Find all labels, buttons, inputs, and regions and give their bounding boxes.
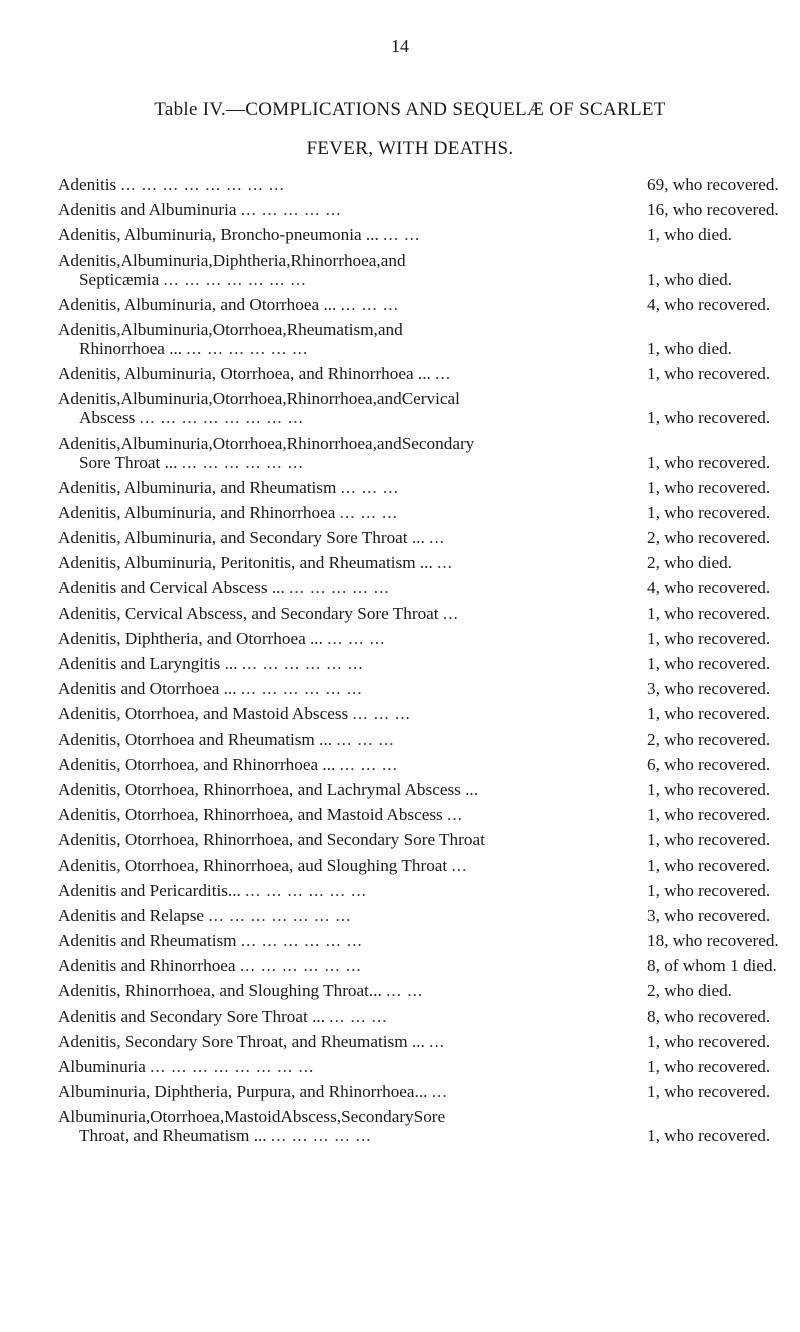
table-row	[58, 1057, 778, 1076]
table-row	[58, 1007, 778, 1026]
dot-leader: ... ... ... ... ... ...	[245, 880, 367, 900]
table-row	[58, 478, 778, 497]
row-outcome: 1, who recovered.	[647, 408, 771, 428]
row-label-line	[58, 654, 641, 673]
row-outcome: 1, who recovered.	[647, 628, 771, 648]
table-row	[58, 434, 778, 472]
dot-leader: ... ... ... ... ... ...	[239, 956, 362, 976]
row-label-text: Adenitis, Albuminuria, and Otorrhoea ...	[58, 294, 337, 314]
row-outcome: 1, who recovered.	[647, 1126, 771, 1146]
row-label-line	[58, 553, 641, 572]
row-label-line	[58, 805, 641, 824]
dot-leader: ... ... ...	[339, 754, 398, 774]
row-label-text: Adenitis, Otorrhoea, Rhinorrhoea, and Mastoid Abscess	[58, 805, 443, 825]
row-label-line	[58, 704, 641, 723]
row-label-text: Adenitis, Secondary Sore Throat, and Rheumatism ...	[58, 1031, 425, 1051]
row-label-text: Adenitis, Rhinorrhoea, and Sloughing Throat...	[58, 981, 382, 1001]
row-outcome: 1, who recovered.	[647, 477, 771, 497]
row-label-line	[58, 780, 641, 799]
page-number: 14	[391, 36, 409, 56]
row-label-line	[58, 931, 641, 950]
title-line-1: Table IV.—COMPLICATIONS AND SEQUELÆ OF SCARLET	[154, 99, 666, 120]
row-label	[58, 654, 641, 673]
row-label-text: Adenitis, Otorrhoea and Rheumatism ...	[58, 729, 332, 749]
row-label-continuation	[58, 339, 641, 358]
dot-leader: ... ... ...	[327, 628, 386, 648]
row-label-line	[58, 175, 641, 194]
row-label-line	[58, 578, 641, 597]
table-row	[58, 679, 778, 698]
dot-leader: ... ... ... ... ... ...	[186, 338, 309, 358]
dot-leader: ... ... ...	[340, 477, 399, 497]
table-row	[58, 906, 778, 925]
row-label	[58, 553, 641, 572]
dot-leader: ... ...	[386, 981, 424, 1001]
row-label-text: Adenitis, Diphtheria, and Otorrhoea ...	[58, 628, 323, 648]
row-label-line	[58, 200, 641, 219]
row-label	[58, 629, 641, 648]
row-label-line	[58, 730, 641, 749]
row-label	[58, 704, 641, 723]
row-label-line	[58, 906, 641, 925]
table-row	[58, 1082, 778, 1101]
row-label-text: Throat, and Rheumatism ...	[79, 1126, 267, 1146]
row-label-text: Adenitis, Albuminuria, and Rheumatism	[58, 477, 337, 497]
row-label-line	[58, 528, 641, 547]
row-label	[58, 434, 641, 472]
table-row	[58, 730, 778, 749]
row-label-text: Adenitis and Laryngitis ...	[58, 654, 238, 673]
row-label	[58, 730, 641, 749]
row-outcome: 2, who died.	[647, 981, 732, 1001]
row-label-line	[58, 856, 641, 875]
table-row	[58, 320, 778, 358]
table-title	[60, 90, 760, 168]
table-row	[58, 175, 778, 194]
dot-leader: ... ... ...	[352, 704, 411, 724]
dot-leader: ...	[442, 603, 459, 623]
table-row	[58, 295, 778, 314]
row-outcome: 2, who recovered.	[647, 528, 771, 548]
row-label-line	[58, 755, 641, 774]
dot-leader: ...	[437, 553, 453, 573]
dot-leader: ... ... ... ... ... ... ...	[163, 269, 307, 289]
row-label	[58, 881, 641, 900]
row-label	[58, 503, 641, 522]
row-label-line	[58, 604, 641, 623]
row-label-line	[58, 981, 641, 1000]
row-outcome: 1, who died.	[647, 269, 732, 289]
row-label	[58, 578, 641, 597]
row-outcome: 1, who died.	[647, 338, 732, 358]
row-outcome: 1, who recovered.	[647, 1031, 771, 1051]
row-label-text: Adenitis and Albuminuria	[58, 200, 237, 220]
row-outcome: 1, who recovered.	[647, 704, 771, 724]
dot-leader: ... ... ... ... ... ... ... ...	[150, 1057, 315, 1076]
row-label-line	[58, 225, 641, 244]
row-label-line	[58, 956, 641, 975]
row-label-text: Adenitis, Cervical Abscess, and Secondary Sore Throat	[58, 603, 439, 623]
row-label-text: Adenitis, Albuminuria, Peritonitis, and Rheumatism ...	[58, 553, 433, 573]
row-label-text: Adenitis and Rhinorrhoea	[58, 956, 236, 976]
row-outcome: 4, who recovered.	[647, 294, 771, 314]
row-label-text: Adenitis, Otorrhoea, and Rhinorrhoea ...	[58, 754, 336, 774]
row-label	[58, 830, 641, 849]
row-label	[58, 780, 641, 799]
row-label	[58, 364, 641, 383]
row-label-text: Adenitis, Otorrhoea, Rhinorrhoea, aud Sloughing Throat	[58, 855, 448, 875]
dot-leader: ...	[429, 1031, 445, 1051]
row-label	[58, 805, 641, 824]
row-label-continuation	[58, 453, 641, 472]
dot-leader: ... ... ... ... ... ... ...	[208, 905, 352, 925]
dot-leader: ... ... ... ... ... ...	[240, 679, 363, 699]
row-label	[58, 931, 641, 950]
row-outcome: 8, who recovered.	[647, 1006, 771, 1026]
row-label	[58, 478, 641, 497]
row-label-text: Adenitis, Albuminuria, Broncho-pneumonia ...	[58, 225, 379, 245]
table-row	[58, 200, 778, 219]
table-row	[58, 881, 778, 900]
table-row	[58, 830, 778, 849]
row-label-text: Albuminuria, Diphtheria, Purpura, and Rhinorrhoea...	[58, 1082, 428, 1102]
row-outcome: 18, who recovered.	[647, 931, 779, 951]
row-outcome: 2, who died.	[647, 553, 732, 573]
row-outcome: 3, who recovered.	[647, 905, 771, 925]
table-row	[58, 780, 778, 799]
table-row	[58, 755, 778, 774]
table-row	[58, 629, 778, 648]
row-label-continuation	[58, 1126, 641, 1145]
row-label	[58, 1007, 641, 1026]
row-outcome: 16, who recovered.	[647, 200, 779, 220]
table-row	[58, 956, 778, 975]
row-label-line: Adenitis,Albuminuria,Diphtheria,Rhinorrhoea,and	[58, 250, 406, 270]
dot-leader: ... ... ...	[329, 1006, 388, 1026]
row-outcome: 1, who recovered.	[647, 452, 771, 472]
dot-leader: ... ... ...	[340, 294, 399, 314]
row-outcome: 1, who recovered.	[647, 603, 771, 623]
title-line-2: FEVER, WITH DEATHS.	[306, 138, 514, 159]
row-label-line	[58, 503, 641, 522]
row-label-text: Adenitis, Albuminuria, and Rhinorrhoea	[58, 502, 336, 522]
row-label	[58, 956, 641, 975]
dot-leader: ... ...	[383, 225, 421, 245]
row-label-text: Adenitis and Rheumatism	[58, 931, 237, 951]
row-outcome: 1, who recovered.	[647, 364, 771, 384]
row-label	[58, 528, 641, 547]
row-label	[58, 981, 641, 1000]
dot-leader: ... ... ...	[336, 729, 395, 749]
row-label-line	[58, 1007, 641, 1026]
dot-leader: ... ... ... ... ... ... ... ...	[120, 175, 285, 194]
row-label-continuation	[58, 270, 641, 289]
table-row	[58, 578, 778, 597]
row-label-text: Adenitis and Secondary Sore Throat ...	[58, 1006, 325, 1026]
row-label	[58, 856, 641, 875]
row-label-text: Albuminuria	[58, 1057, 146, 1076]
dot-leader: ... ... ... ... ... ...	[240, 931, 363, 951]
row-label-text: Adenitis, Albuminuria, and Secondary Sore Throat ...	[58, 528, 425, 548]
row-label-text: Adenitis	[58, 175, 117, 194]
dot-leader: ...	[447, 805, 463, 825]
row-label-line	[58, 830, 641, 849]
row-label	[58, 295, 641, 314]
table-row	[58, 1107, 778, 1145]
dot-leader: ... ... ... ... ... ...	[181, 452, 304, 472]
row-label-line	[58, 679, 641, 698]
table-row	[58, 604, 778, 623]
row-label	[58, 679, 641, 698]
row-label-line	[58, 295, 641, 314]
row-label-continuation	[58, 408, 641, 427]
dot-leader: ...	[429, 528, 445, 548]
row-label-text: Adenitis, Otorrhoea, Rhinorrhoea, and Secondary Sore Throat	[58, 830, 485, 850]
table-row	[58, 1032, 778, 1051]
row-label	[58, 1107, 641, 1145]
row-label	[58, 1057, 641, 1076]
dot-leader: ... ... ... ... ...	[240, 200, 342, 220]
row-label-line	[58, 478, 641, 497]
row-outcome: 4, who recovered.	[647, 578, 771, 598]
dot-leader: ...	[435, 364, 451, 384]
row-label-line: Albuminuria,Otorrhoea,MastoidAbscess,SecondarySore	[58, 1107, 446, 1127]
row-outcome: 1, who recovered.	[647, 654, 771, 673]
row-outcome: 1, who recovered.	[647, 805, 771, 825]
row-label-text: Abscess	[79, 408, 136, 428]
row-outcome: 1, who recovered.	[647, 1057, 771, 1076]
row-label-line	[58, 364, 641, 383]
row-label	[58, 175, 641, 194]
row-label-line	[58, 1082, 641, 1101]
row-label-text: Adenitis, Albuminuria, Otorrhoea, and Rhinorrhoea ...	[58, 364, 431, 384]
table-row	[58, 503, 778, 522]
complications-table	[58, 175, 778, 1152]
row-outcome: 1, who recovered.	[647, 502, 771, 522]
row-outcome: 1, who recovered.	[647, 779, 771, 799]
table-row	[58, 805, 778, 824]
row-outcome: 8, of whom 1 died.	[647, 956, 777, 976]
table-row	[58, 389, 778, 427]
table-row	[58, 364, 778, 383]
row-label-text: Adenitis and Pericarditis...	[58, 880, 241, 900]
row-label-text: Adenitis and Cervical Abscess ...	[58, 578, 285, 598]
row-label	[58, 1032, 641, 1051]
row-label-line	[58, 629, 641, 648]
row-label	[58, 1082, 641, 1101]
table-row	[58, 528, 778, 547]
table-row	[58, 704, 778, 723]
row-label	[58, 389, 641, 427]
row-label-line: Adenitis,Albuminuria,Otorrhoea,Rheumatism,and	[58, 319, 403, 339]
row-label	[58, 604, 641, 623]
row-outcome: 1, who died.	[647, 225, 732, 245]
row-label	[58, 251, 641, 289]
dot-leader: ... ... ... ... ... ...	[241, 654, 364, 673]
table-row	[58, 981, 778, 1000]
dot-leader: ...	[451, 855, 468, 875]
row-outcome: 1, who recovered.	[647, 855, 771, 875]
row-label	[58, 755, 641, 774]
row-outcome: 1, who recovered.	[647, 880, 771, 900]
row-label-text: Adenitis and Otorrhoea ...	[58, 679, 237, 699]
row-label-text: Adenitis, Otorrhoea, Rhinorrhoea, and Lachrymal Abscess ...	[58, 779, 479, 799]
row-label-line	[58, 1057, 641, 1076]
row-outcome: 1, who recovered.	[647, 1082, 771, 1102]
dot-leader: ... ... ...	[339, 502, 398, 522]
dot-leader: ...	[431, 1082, 448, 1102]
row-outcome: 6, who recovered.	[647, 754, 771, 774]
row-outcome: 2, who recovered.	[647, 729, 771, 749]
row-label	[58, 906, 641, 925]
table-row	[58, 856, 778, 875]
row-label-line: Adenitis,Albuminuria,Otorrhoea,Rhinorrhoea,andSecondary	[58, 433, 475, 453]
row-label	[58, 225, 641, 244]
row-outcome: 1, who recovered.	[647, 830, 771, 850]
dot-leader: ... ... ... ... ...	[270, 1126, 372, 1146]
row-label-text: Sore Throat ...	[79, 452, 178, 472]
row-label-text: Septicæmia	[79, 269, 160, 289]
table-row	[58, 553, 778, 572]
row-label-line: Adenitis,Albuminuria,Otorrhoea,Rhinorrhoea,andCervical	[58, 389, 460, 409]
row-outcome: 3, who recovered.	[647, 679, 771, 699]
row-label	[58, 200, 641, 219]
table-row	[58, 225, 778, 244]
table-row	[58, 931, 778, 950]
dot-leader: ... ... ... ... ...	[289, 578, 390, 598]
table-row	[58, 654, 778, 673]
dot-leader: ... ... ... ... ... ... ... ...	[139, 408, 304, 428]
row-outcome: 69, who recovered.	[647, 175, 779, 194]
row-label-line	[58, 1032, 641, 1051]
row-label	[58, 320, 641, 358]
row-label-text: Rhinorrhoea ...	[79, 338, 183, 358]
row-label-text: Adenitis and Relapse	[58, 905, 205, 925]
row-label-text: Adenitis, Otorrhoea, and Mastoid Abscess	[58, 704, 349, 724]
row-label-line	[58, 881, 641, 900]
table-row	[58, 251, 778, 289]
